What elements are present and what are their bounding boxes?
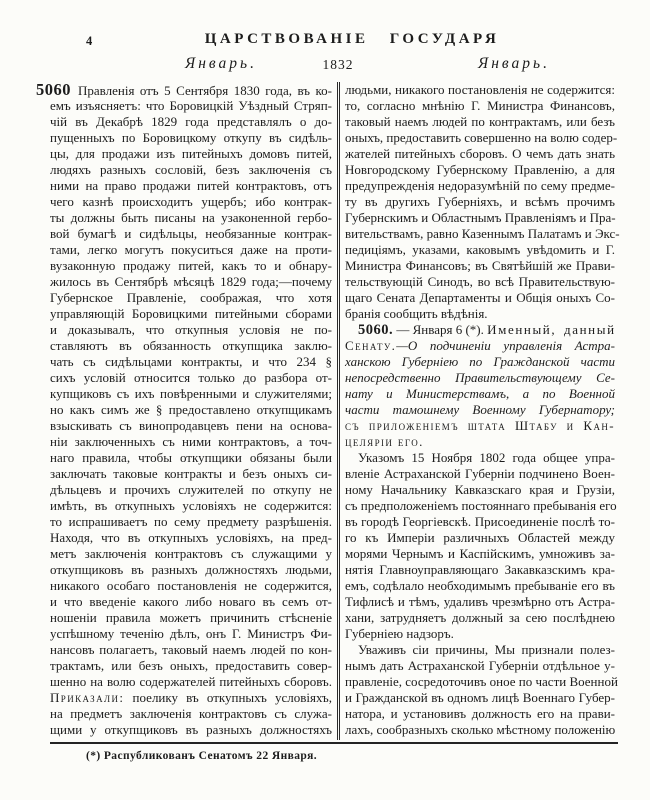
footnote: (*) Распубликованъ Сенатомъ 22 Января. [86,750,318,762]
running-title: ЦАРСТВОВАНІЕ ГОСУДАРЯ [204,31,500,47]
text-line: то, согласно мнѣнію Г. Министра Финансовъ, [345,98,615,113]
text-line: шенно на волю содержателей питейныхъ сборовъ. [50,674,332,689]
page-number: 4 [86,34,93,48]
text-line: щими у откупщиковъ въ разныхъ должностяхъ [50,722,332,737]
text-line: жателей питейныхъ сборовъ. О чемъ дать знать [345,146,615,161]
text-line: емъ, содѣлало необходимымъ пребываніе его въ [345,578,615,593]
text-line: ніи заключенныхъ съ ними контрактовъ, а точ- [50,434,332,449]
text-line: Губернскимъ и Областнымъ Правленіямъ и Пра- [345,210,616,225]
bottom-rule [50,742,618,744]
text-line: успѣшному теченію дѣлъ, онъ Г. Министръ Фи- [50,626,332,641]
text-line: съ приложеніемъ штата Штабу и Кан- [345,418,615,433]
text-line: ханскою Губерніею по Гражданской части [345,354,615,369]
subheader-year: 1832 [322,57,354,72]
text-line: Губерніею надзоръ. [345,626,454,641]
left-column [36,80,332,742]
text-line: целяріи его. [345,434,424,449]
text-line: нату и Министерствамъ, а по Военной [345,386,615,401]
text-line: непосредственно Правительствующему Се- [345,370,615,385]
text-line: нымъ дать Астраханской Губерніи отдѣльное у- [345,658,615,673]
text-line: пущенныхъ по Боровицкому откупу въ сидѣль- [50,130,332,145]
text-line: ставляютъ въ обязанность откупщика заклю- [50,338,332,353]
text-line: части тамошнему Военному Губернатору; [345,402,615,417]
text-line: Тифлисѣ и тѣмъ, удаливъ чрезмѣрно отъ Астра- [345,594,615,609]
text-line: нятія Главноуправляющаго Закавказскимъ кра- [345,562,615,577]
text-line: вузаконную продажу питей, какъ то и обнару- [50,258,332,273]
text-line: Указомъ 15 Ноября 1802 года общее упра- [358,450,615,465]
text-line: но какъ симъ же § предоставлено откупщикамъ [50,402,332,417]
text-line: имѣть, въ откупныхъ условіяхъ не содержится: [50,498,332,513]
text-line: Уваживъ сіи причины, Мы признали полез- [358,642,615,657]
text-line: въ городѣ Георгіевскѣ. Присоединеніе послѣ то- [345,514,615,529]
text-line: нансовъ полагаетъ, таковый наемъ людей по кон- [50,642,332,657]
column-divider-rule [337,82,340,740]
text-line: бранія сообщить вѣдѣнія. [345,306,488,321]
text-line: ному Начальнику Кавказскаго края и Грузіи, [345,482,615,497]
text-line: педиціямъ, указами, каковымъ увѣдомить и Г. [345,242,615,257]
text-line: Приказали: поелику въ откупныхъ условіяхъ, [50,690,332,705]
text-line: метъ заключенія контрактовъ съ служащими у [50,546,332,561]
text-line: лахъ, сообразныхъ сколько мѣстному положенію [345,722,616,737]
text-line: тельствующій Синодъ, во всѣ Правительствую- [345,274,615,289]
text-line: предупрежденія недоразумѣній по сему предме- [345,178,615,193]
text-line: вительствамъ, равно Казеннымъ Палатамъ и Экс- [345,226,620,241]
text-line: и что введеніе какого либо новаго въ семъ от- [50,594,332,609]
text-columns [36,80,620,742]
text-line: цы, для продажи изъ питейныхъ домовъ питей, [50,146,332,161]
text-line: го къ Имперіи различныхъ Областей между [345,530,615,545]
text-line: чего казнѣ происходитъ ущербъ; ибо контрак- [50,194,332,209]
text-line: ними на право продажи питей контрактовъ, отъ [50,178,332,193]
text-line: Новгородскому Губернскому Правленію, а для [345,162,615,177]
right-column [345,82,620,742]
text-line: съ предположеніемъ постояннаго пребыванія его [345,498,617,513]
text-line: натора, и установивъ должность его на прави- [345,706,615,721]
text-line: вленіе Астраханской Губерніи подчинено Воен- [345,466,615,481]
subheader-month-left: Январь. [185,55,257,72]
text-line: трактамъ, или безъ оныхъ, предоставить совер- [50,658,332,673]
text-line: дѣльцевъ и прочихъ служителей по откупу не [50,482,332,497]
text-line: купщиковъ съ ихъ повѣренными и служителями; [50,386,332,401]
text-line: ты должны быть писаны на узаконенной гербо- [50,210,332,225]
text-line: чать съ сидѣльцами контракты, и что 234 § [50,354,332,369]
text-line: Министра Финансовъ; въ Святѣйшій же Прави- [345,258,615,273]
text-line: то испрашиваетъ по сему предмету разрѣшенія. [50,514,332,529]
text-line: людяхъ разныхъ сословій, безъ заключенія съ [50,162,332,177]
text-line: таковый наемъ людей по контрактамъ, или безъ [345,114,615,129]
text-line: правленіе, сосредоточивъ оное по части Военной [345,674,618,689]
text-line: взыскивать съ винопродавцевъ пени на основа- [50,418,332,433]
text-line: емъ изъясняетъ: что Боровицкій Уѣздный Стряп- [50,98,332,113]
text-line: жилось въ Сентябрѣ мѣсяцѣ 1829 года;—почему [50,274,332,289]
text-line: никакого особаго постановленія не содержится, [50,578,332,593]
subheader-month-right: Январь. [478,55,550,72]
text-line: заключать таковые контракты и безъ оныхъ си- [50,466,332,481]
text-line: хани, затрудняетъ должный за сею послѣднею [345,610,615,625]
text-line: наго правила, чтобы откупщики обязаны были [50,450,332,465]
text-line: чій въ Декабрѣ 1829 года представлялъ о до- [50,114,332,129]
text-line: ту въ другихъ Губерніяхъ, и всѣмъ прочимъ [345,194,615,209]
text-line: Губернское Правленіе, соображая, что хотя [50,290,332,305]
text-line: откупщиковъ въ разныхъ должностяхъ людьми, [50,562,332,577]
text-line: вой бумагѣ и сидѣльцы, необязанные контрак- [50,226,332,241]
text-line: морями Чернымъ и Каспійскимъ, умноживъ за- [345,546,615,561]
text-line: и доказывалъ, что откупныя условія не по- [50,322,332,337]
text-line: тами, легко могутъ покуситься даже на проти- [50,242,332,257]
text-line: на предметъ заключенія контрактовъ съ служа- [50,706,332,721]
text-line: людьми, никакого постановленія не содержится: [345,82,615,97]
text-line: 5060 Правленія отъ 5 Сентября 1830 года, въ ко- [36,80,332,99]
text-line: Сенату.—О подчиненіи управленія Астра- [345,338,615,353]
text-line: оныхъ, предоставить совершенно на волю содер- [345,130,618,145]
text-line: щаго Сената Департаменты и Общія оныхъ Со- [345,290,615,305]
text-line: управляющій Боровицкими питейными сборами [50,306,332,321]
text-line: и Гражданской въ одномъ лицѣ Военнаго Губер- [345,690,615,705]
text-line: 5060. — Января 6 (*). Именный, данный [358,322,616,338]
text-line: сихъ условій относится только до разбора от- [50,370,332,385]
text-line: ношеніи правила можетъ причинить стѣсненіе [50,610,332,625]
text-line: Находя, что въ откупныхъ условіяхъ, на пред- [50,530,332,545]
